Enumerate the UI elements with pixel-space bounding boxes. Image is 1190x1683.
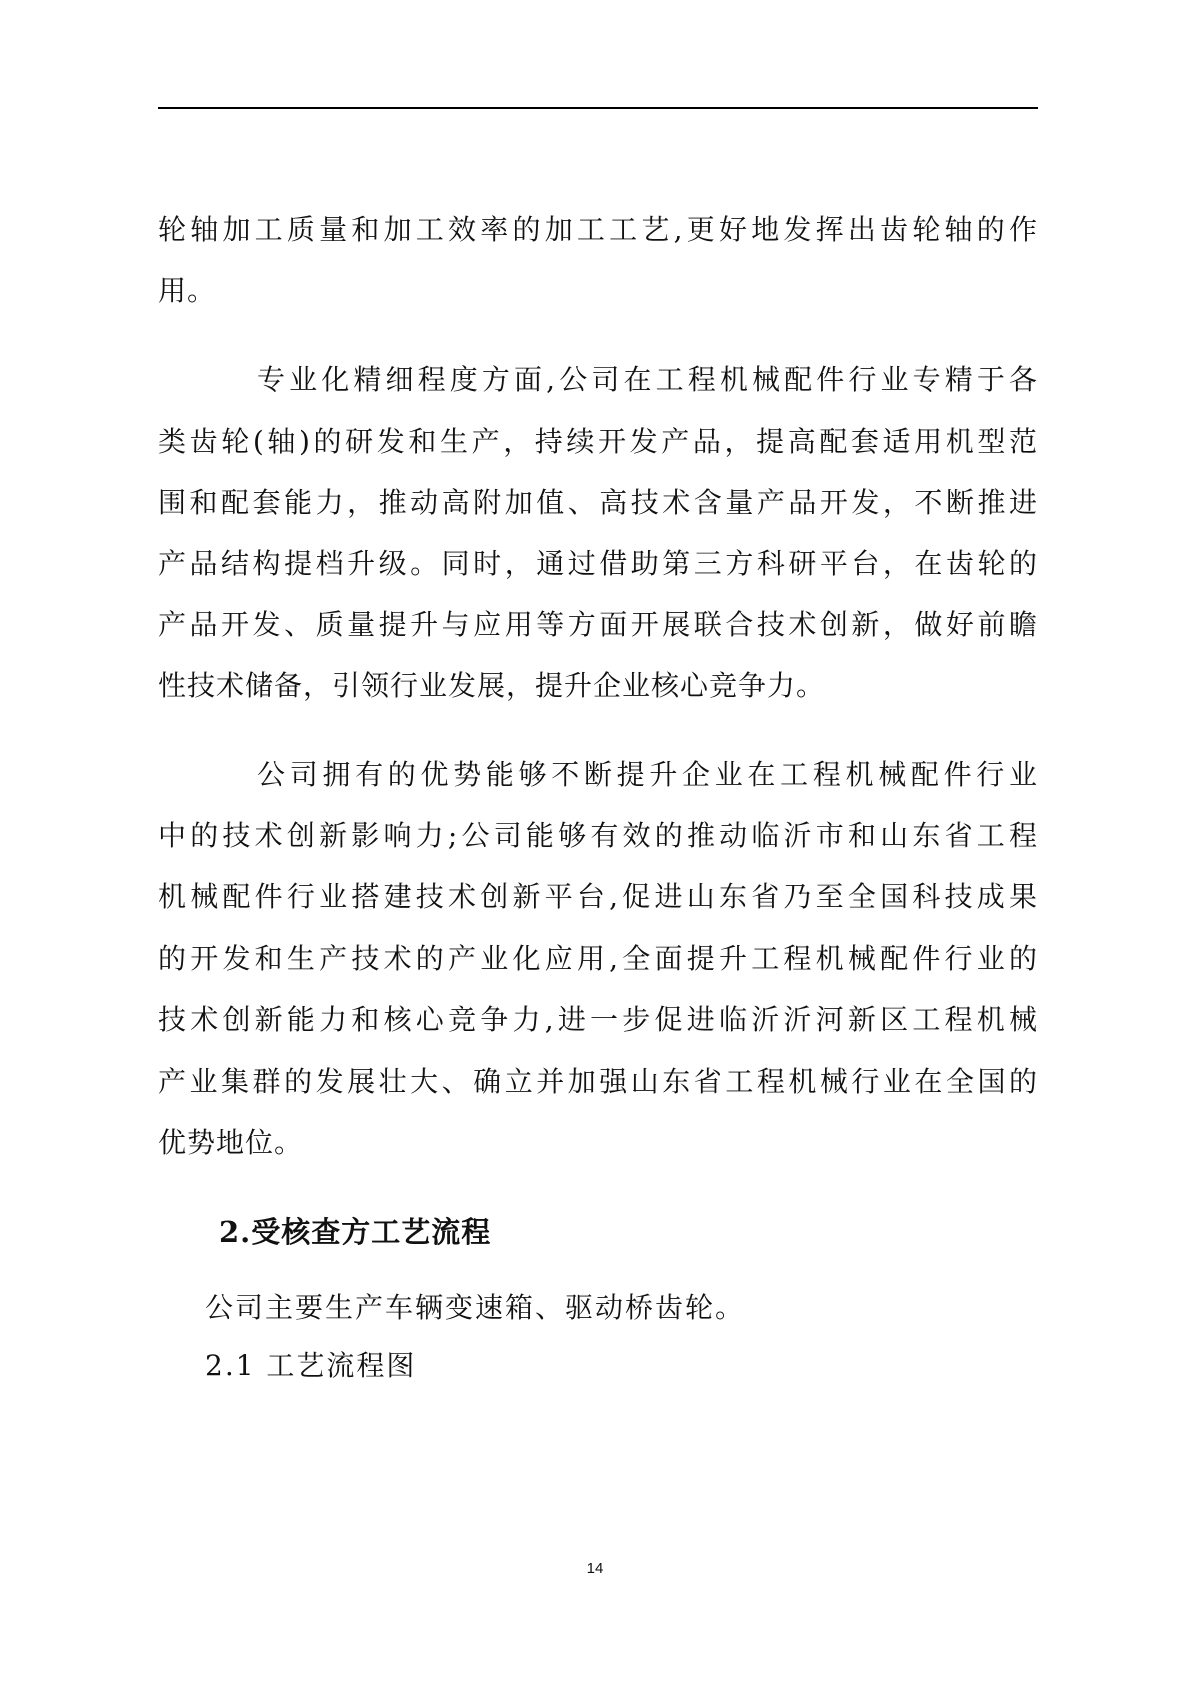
text-line: 产业集群的发展壮大、确立并加强山东省工程机械行业在全国的 — [158, 1065, 1038, 1098]
text-line: 优势地位。 — [158, 1126, 304, 1159]
text-line: 机械配件行业搭建技术创新平台,促进山东省乃至全国科技成果 — [158, 880, 1038, 913]
header-rule — [158, 107, 1038, 109]
text-line: 性技术储备，引领行业发展，提升企业核心竞争力。 — [158, 669, 826, 702]
text-line: 专业化精细程度方面,公司在工程机械配件行业专精于各 — [257, 363, 1038, 396]
text-line: 公司拥有的优势能够不断提升企业在工程机械配件行业 — [257, 758, 1038, 791]
text-line: 轮轴加工质量和加工效率的加工工艺,更好地发挥出齿轮轴的作 — [158, 213, 1038, 246]
text-line: 产品开发、质量提升与应用等方面开展联合技术创新，做好前瞻 — [158, 608, 1038, 641]
text-line: 的开发和生产技术的产业化应用,全面提升工程机械配件行业的 — [158, 942, 1038, 975]
text-line: 用。 — [158, 274, 217, 307]
text-line: 类齿轮(轴)的研发和生产，持续开发产品，提高配套适用机型范 — [158, 425, 1038, 458]
text-line: 产品结构提档升级。同时，通过借助第三方科研平台，在齿轮的 — [158, 547, 1038, 580]
text-line: 围和配套能力，推动高附加值、高技术含量产品开发，不断推进 — [158, 486, 1038, 519]
page-number: 14 — [586, 1560, 604, 1577]
section-text: 公司主要生产车辆变速箱、驱动桥齿轮。 — [205, 1291, 746, 1324]
section-heading: 2.受核查方工艺流程 — [219, 1215, 492, 1249]
text-line: 技术创新能力和核心竞争力,进一步促进临沂沂河新区工程机械 — [158, 1003, 1038, 1036]
text-line: 中的技术创新影响力;公司能够有效的推动临沂市和山东省工程 — [158, 819, 1038, 852]
subsection-heading: 2.1 工艺流程图 — [205, 1349, 417, 1382]
